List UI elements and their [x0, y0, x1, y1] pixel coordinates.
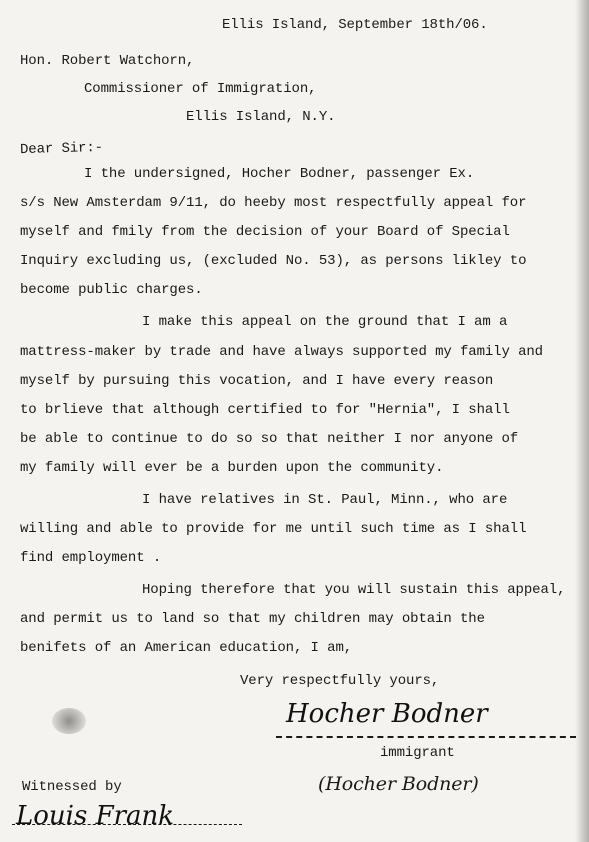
immigrant-signature-text: Hocher Bodner [286, 699, 488, 729]
body-line: Inquiry excluding us, (excluded No. 53), as persons likley to [20, 253, 527, 269]
page-edge-shadow [575, 0, 589, 842]
body-line: be able to continue to do so so that neither I nor anyone of [20, 431, 519, 447]
dateline: Ellis Island, September 18th/06. [222, 17, 488, 33]
body-line: Hoping therefore that you will sustain this appeal, [142, 582, 566, 598]
salutation: Dear Sir:- [19, 139, 104, 159]
body-line: I make this appeal on the ground that I am a [142, 314, 508, 330]
recipient-name: Hon. Robert Watchorn, [20, 53, 195, 69]
body-line: myself by pursuing this vocation, and I have every reason [20, 373, 494, 389]
signature-line [276, 736, 576, 738]
body-line: benifets of an American education, I am, [20, 640, 353, 656]
closing: Very respectfully yours, [240, 673, 440, 689]
body-line: I the undersigned, Hocher Bodner, passenger Ex. [84, 166, 475, 182]
body-line: willing and able to provide for me until such time as I shall [20, 521, 527, 537]
witness-line [12, 824, 242, 825]
body-line: and permit us to land so that my children may obtain the [20, 611, 485, 627]
body-line: to brlieve that although certified to for "Hernia", I shall [20, 402, 510, 418]
body-line: find employment . [20, 550, 162, 566]
witness-signature-text: Louis Frank [16, 801, 175, 831]
recipient-address: Ellis Island, N.Y. [186, 109, 336, 125]
body-line: s/s New Amsterdam 9/11, do heeby most respectfully appeal for [20, 195, 527, 211]
body-line: my family will ever be a burden upon the community. [20, 460, 444, 476]
witness-signature [10, 790, 270, 838]
immigrant-printed-name: (Hocher Bodner) [318, 773, 479, 795]
immigrant-signature [282, 684, 522, 734]
ink-smudge [52, 708, 86, 734]
recipient-title: Commissioner of Immigration, [84, 81, 317, 97]
signature-label: immigrant [380, 745, 455, 761]
body-line: become public charges. [20, 282, 203, 298]
witness-label: Witnessed by [22, 779, 122, 795]
body-line: I have relatives in St. Paul, Minn., who are [142, 492, 508, 508]
body-line: mattress-maker by trade and have always supported my family and [20, 344, 543, 360]
body-line: myself and fmily from the decision of your Board of Special [20, 224, 510, 240]
